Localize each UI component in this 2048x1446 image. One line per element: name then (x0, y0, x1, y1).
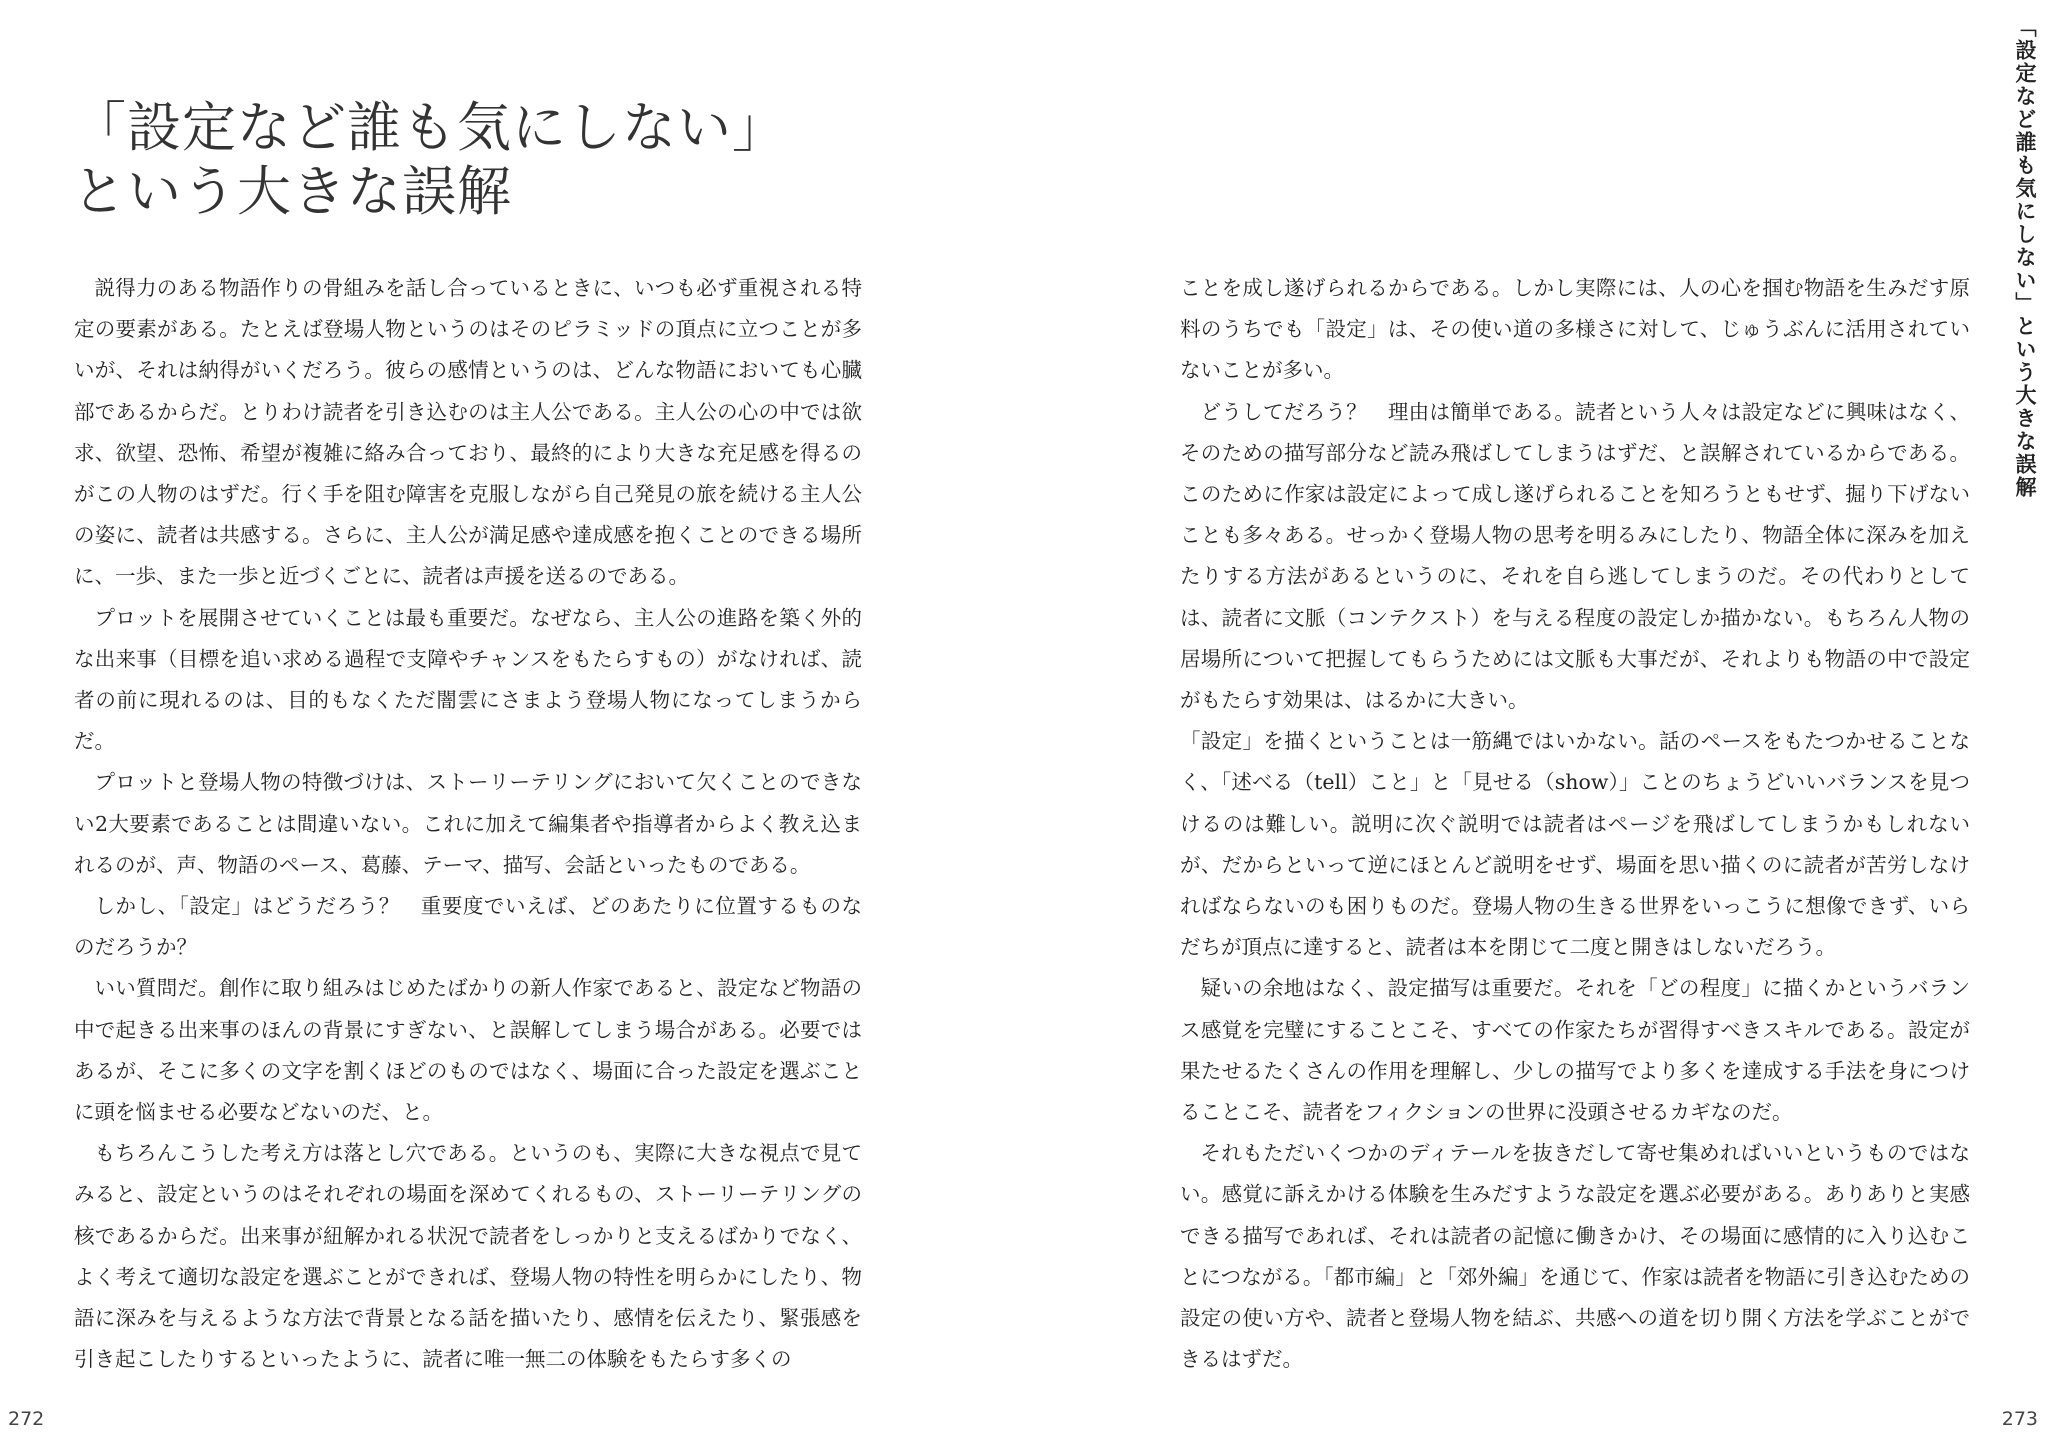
paragraph: それもただいくつかのディテールを抜きだして寄せ集めればいいというものではない。感覚に訴えかける体験を生みだすような設定を選ぶ必要がある。ありありと実感できる描写であれば、それは読者の記憶に働きかけ、その場面に感情的に入り込むことにつながる。「都市編」と「郊外編」を通じて、作家は読者を物語に引き込むための設定の使い方や、読者と登場人物を結ぶ、共感への道を切り開く方法を学ぶことができるはずだ。 (1180, 1141, 1970, 1372)
paragraph: ことを成し遂げられるからである。しかし実際には、人の心を掴む物語を生みだす原料のうちでも「設定」は、その使い道の多様さに対して、じゅうぶんに活用されていないことが多い。 (1180, 276, 1970, 383)
chapter-title-line-1: 「設定など誰も気にしない」 (72, 96, 787, 159)
paragraph: 疑いの余地はなく、設定描写は重要だ。それを「どの程度」に描くかというバランス感覚を完璧にすることこそ、すべての作家たちが習得すべきスキルである。設定が果たせるたくさんの作用を理解し、少しの描写でより多くを達成する手法を身につけることこそ、読者をフィクションの世界に没頭させるカギなのだ。 (1180, 976, 1970, 1125)
chapter-title (72, 96, 787, 224)
right-page (1024, 0, 2048, 1446)
right-body-text (1180, 268, 1970, 1380)
page-number-right: 273 (2001, 1408, 2038, 1430)
paragraph: プロットを展開させていくことは最も重要だ。なぜなら、主人公の進路を築く外的な出来事（目標を追い求める過程で支障やチャンスをもたらすもの）がなければ、読者の前に現れるのは、目的もなくただ闇雲にさまよう登場人物になってしまうからだ。 (74, 605, 862, 754)
paragraph: しかし、「設定」はどうだろう？ 重要度でいえば、どのあたりに位置するものなのだろうか？ (74, 894, 862, 960)
paragraph: どうしてだろう？ 理由は簡単である。読者という人々は設定などに興味はなく、そのための描写部分など読み飛ばしてしまうはずだ、と誤解されているからである。このために作家は設定によって成し遂げられることを知ろうともせず、掘り下げないことも多々ある。せっかく登場人物の思考を明るみにしたり、物語全体に深みを加えたりする方法があるというのに、それを自ら逃してしまうのだ。その代わりとしては、読者に文脈（コンテクスト）を与える程度の設定しか描かない。もちろん人物の居場所について把握してもらうためには文脈も大事だが、それよりも物語の中で設定がもたらす効果は、はるかに大きい。 (1180, 399, 1970, 713)
paragraph: もちろんこうした考え方は落とし穴である。というのも、実際に大きな視点で見てみると、設定というのはそれぞれの場面を深めてくれるもの、ストーリーテリングの核であるからだ。出来事が紐解かれる状況で読者をしっかりと支えるばかりでなく、よく考えて適切な設定を選ぶことができれば、登場人物の特性を明らかにしたり、物語に深みを与えるような方法で背景となる話を描いたり、感情を伝えたり、緊張感を引き起こしたりするといったように、読者に唯一無二の体験をもたらす多くの (74, 1141, 862, 1372)
paragraph: 「設定」を描くということは一筋縄ではいかない。話のペースをもたつかせることなく、「述べる（tell）こと」と「見せる（show）」ことのちょうどいいバランスを見つけるのは難しい。説明に次ぐ説明では読者はページを飛ばしてしまうかもしれないが、だからといって逆にほとんど説明をせず、場面を思い描くのに読者が苦労しなければならないのも困りものだ。登場人物の生きる世界をいっこうに想像できず、いらだちが頂点に達すると、読者は本を閉じて二度と開きはしないだろう。 (1180, 729, 1970, 960)
running-head: 「設定など誰も気にしない」という大きな誤解 (2013, 16, 2037, 499)
chapter-title-line-2: という大きな誤解 (72, 160, 512, 223)
paragraph: プロットと登場人物の特徴づけは、ストーリーテリングにおいて欠くことのできない2大要素であることは間違いない。これに加えて編集者や指導者からよく教え込まれるのが、声、物語のペース、葛藤、テーマ、描写、会話といったものである。 (74, 770, 862, 877)
left-body-text (74, 268, 862, 1380)
page-number-left: 272 (8, 1408, 45, 1430)
paragraph: 説得力のある物語作りの骨組みを話し合っているときに、いつも必ず重視される特定の要素がある。たとえば登場人物というのはそのピラミッドの頂点に立つことが多いが、それは納得がいくだろう。彼らの感情というのは、どんな物語においても心臓部であるからだ。とりわけ読者を引き込むのは主人公である。主人公の心の中では欲求、欲望、恐怖、希望が複雑に絡み合っており、最終的により大きな充足感を得るのがこの人物のはずだ。行く手を阻む障害を克服しながら自己発見の旅を続ける主人公の姿に、読者は共感する。さらに、主人公が満足感や達成感を抱くことのできる場所に、一歩、また一歩と近づくごとに、読者は声援を送るのである。 (74, 276, 862, 589)
paragraph: いい質問だ。創作に取り組みはじめたばかりの新人作家であると、設定など物語の中で起きる出来事のほんの背景にすぎない、と誤解してしまう場合がある。必要ではあるが、そこに多くの文字を割くほどのものではなく、場面に合った設定を選ぶことに頭を悩ませる必要などないのだ、と。 (74, 976, 862, 1125)
